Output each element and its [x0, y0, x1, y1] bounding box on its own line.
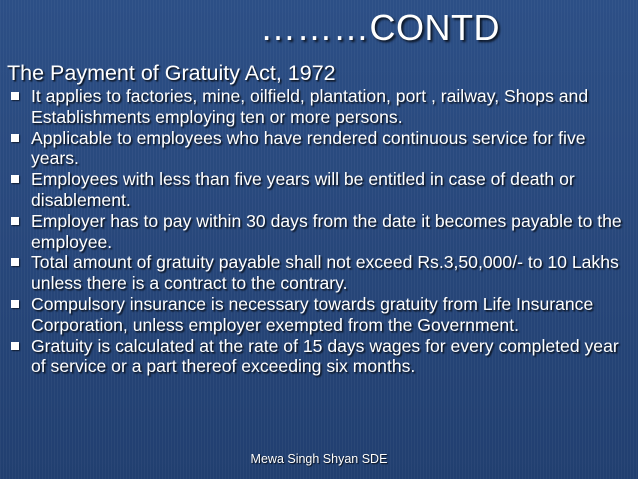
bullet-item [0, 336, 636, 378]
bullet-item [0, 86, 636, 128]
bullet-text: Employer has to pay within 30 days from the date it becomes payable to the employee. [31, 210, 622, 252]
square-bullet-icon [11, 175, 19, 183]
bullet-text: Total amount of gratuity payable shall not exceed Rs.3,50,000/- to 10 Lakhs unless there is a contract to the contrary. [31, 252, 619, 294]
square-bullet-icon [11, 258, 19, 266]
bullet-text: Gratuity is calculated at the rate of 15 days wages for every completed year of service or a part thereof exceeding six months. [31, 335, 619, 377]
square-bullet-icon [11, 342, 19, 350]
square-bullet-icon [11, 92, 19, 100]
bullet-text: Applicable to employees who have rendered continuous service for five years. [31, 127, 586, 169]
square-bullet-icon [11, 134, 19, 142]
slide-title: ………CONTD [260, 7, 500, 48]
bullet-item [0, 211, 636, 253]
bullet-item [0, 252, 636, 294]
bullet-text: Employees with less than five years will be entitled in case of death or disablement. [31, 169, 575, 210]
bullet-item [0, 294, 636, 336]
square-bullet-icon [11, 217, 19, 225]
bullet-item [0, 169, 636, 211]
slide-footer: Mewa Singh Shyan SDE [250, 452, 388, 466]
square-bullet-icon [11, 300, 19, 308]
bullet-text: It applies to factories, mine, oilfield, plantation, port , railway, Shops and Establishments employing ten or more persons. [31, 86, 589, 127]
slide-subtitle: The Payment of Gratuity Act, 1972 [7, 61, 336, 85]
bullet-text: Compulsory insurance is necessary towards gratuity from Life Insurance Corporation, unless employer exempted from the Government. [31, 293, 594, 335]
bullet-list [0, 86, 636, 377]
bullet-item [0, 128, 636, 170]
